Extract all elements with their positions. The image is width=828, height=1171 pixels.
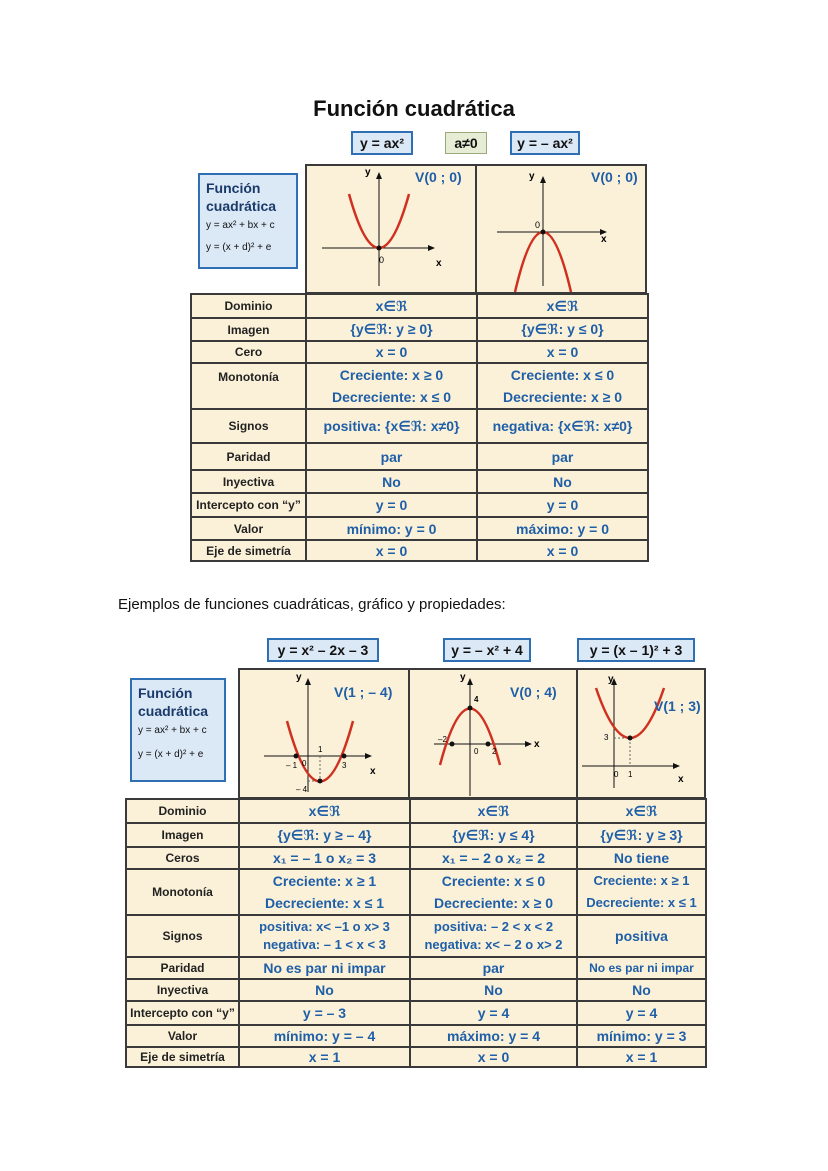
root-point <box>486 742 491 747</box>
label-ceros: Ceros <box>126 847 239 869</box>
value: Decreciente: x ≤ 0 <box>332 389 451 405</box>
vertex-point <box>468 706 473 711</box>
row-inyectiva <box>191 470 648 493</box>
y-label: y <box>460 672 466 683</box>
graph-example-2 <box>408 668 578 799</box>
tick-label: –2 <box>438 735 447 744</box>
x-axis-arrow <box>673 763 680 769</box>
formula-standard: y = ax² + bx + c <box>206 220 275 231</box>
value: x∈ℜ <box>410 799 577 823</box>
graph-y-minus-ax2 <box>475 164 647 294</box>
formula-vertex: y = (x + d)² + e <box>206 242 272 253</box>
value: No <box>477 470 648 493</box>
value-signos <box>410 915 577 957</box>
value: x₁ = – 1 o x₂ = 3 <box>239 847 410 869</box>
label-dominio: Dominio <box>126 799 239 823</box>
label-valor: Valor <box>126 1025 239 1047</box>
value-monotonia <box>410 869 577 915</box>
value: Creciente: x ≥ 1 <box>593 873 690 888</box>
value: Creciente: x ≥ 1 <box>272 873 377 889</box>
value: x∈ℜ <box>239 799 410 823</box>
vertex-point <box>628 736 633 741</box>
tick-label: 3 <box>342 761 347 770</box>
root-point <box>342 754 347 759</box>
x-label: x <box>534 739 540 750</box>
row-intercepto <box>191 493 648 517</box>
tick-label: 0 <box>474 747 479 756</box>
value: {y∈ℜ: y ≥ 0} <box>306 318 477 341</box>
graph-svg-ex3 <box>578 670 708 801</box>
row-signos <box>126 915 706 957</box>
row-signos <box>191 409 648 443</box>
origin-label: 0 <box>379 255 385 265</box>
value: x∈ℜ <box>477 294 648 318</box>
value: Decreciente: x ≥ 0 <box>434 895 553 911</box>
value: máximo: y = 0 <box>477 517 648 540</box>
label-imagen: Imagen <box>126 823 239 847</box>
label-cero: Cero <box>191 341 306 363</box>
label-signos: Signos <box>126 915 239 957</box>
vertex-label: V(1 ; – 4) <box>334 684 393 700</box>
formula-heading: Función cuadrática <box>138 685 209 719</box>
value: negativa: {x∈ℜ: x≠0} <box>477 409 648 443</box>
example-header-3: y = (x – 1)² + 3 <box>577 638 695 662</box>
value: par <box>410 957 577 979</box>
origin-label: 0 <box>535 220 541 230</box>
label-dominio: Dominio <box>191 294 306 318</box>
vertex-label: V(0 ; 4) <box>510 684 557 700</box>
row-intercepto <box>126 1001 706 1025</box>
value: x∈ℜ <box>306 294 477 318</box>
value: mínimo: y = 0 <box>306 517 477 540</box>
row-eje <box>126 1047 706 1067</box>
value: Decreciente: x ≥ 0 <box>503 389 622 405</box>
value: x∈ℜ <box>577 799 706 823</box>
value: x = 0 <box>306 540 477 561</box>
value: máximo: y = 4 <box>410 1025 577 1047</box>
vertex-point <box>318 779 323 784</box>
vertex-label: V(0 ; 0) <box>415 169 462 185</box>
value: No <box>577 979 706 1001</box>
label-signos: Signos <box>191 409 306 443</box>
label-monotonia: Monotonía <box>191 363 306 409</box>
vertex-label: V(1 ; 3) <box>654 698 701 714</box>
value: x₁ = – 2 o x₂ = 2 <box>410 847 577 869</box>
value: {y∈ℜ: y ≤ 0} <box>477 318 648 341</box>
value: x = 0 <box>477 341 648 363</box>
header-a-not-zero: a≠0 <box>445 132 487 154</box>
value: positiva: x< –1 o x> 3 <box>259 919 390 934</box>
value: No tiene <box>577 847 706 869</box>
header-y-ax2: y = ax² <box>351 131 413 155</box>
row-ceros <box>126 847 706 869</box>
tick-label: – 1 <box>286 761 298 770</box>
value: y = 0 <box>477 493 648 517</box>
graph-example-3 <box>576 668 706 799</box>
value-monotonia <box>306 363 477 409</box>
value: positiva <box>577 915 706 957</box>
label-paridad: Paridad <box>191 443 306 470</box>
label-eje: Eje de simetría <box>191 540 306 561</box>
y-label: y <box>608 674 614 685</box>
value-signos <box>239 915 410 957</box>
value: y = 4 <box>410 1001 577 1025</box>
y-label: y <box>296 672 302 683</box>
label-paridad: Paridad <box>126 957 239 979</box>
vertex-point <box>541 230 546 235</box>
value: Creciente: x ≥ 0 <box>339 367 444 383</box>
page-title: Función cuadrática <box>313 96 515 121</box>
value: Decreciente: x ≤ 1 <box>265 895 384 911</box>
graph-svg-1 <box>307 166 479 296</box>
vertex-label: V(0 ; 0) <box>591 169 638 185</box>
value: x = 1 <box>577 1047 706 1067</box>
row-imagen <box>191 318 648 341</box>
y-axis-arrow <box>467 678 473 685</box>
value: par <box>306 443 477 470</box>
graph-example-1 <box>238 668 410 799</box>
tick-label: 1 <box>318 745 323 754</box>
formula-box-examples <box>130 678 226 782</box>
examples-subtitle: Ejemplos de funciones cuadráticas, gráfico y propiedades: <box>118 596 506 613</box>
x-axis-arrow <box>525 741 532 747</box>
value: y = 4 <box>577 1001 706 1025</box>
header-y-minus-ax2: y = – ax² <box>510 131 580 155</box>
properties-table-top <box>190 293 649 562</box>
row-dominio <box>191 294 648 318</box>
value: No es par ni impar <box>577 957 706 979</box>
tick-label: 3 <box>604 733 609 742</box>
value: Creciente: x ≤ 0 <box>441 873 546 889</box>
row-imagen <box>126 823 706 847</box>
value: {y∈ℜ: y ≥ 3} <box>577 823 706 847</box>
value: mínimo: y = 3 <box>577 1025 706 1047</box>
x-label: x <box>436 258 442 269</box>
value-monotonia <box>577 869 706 915</box>
formula-vertex: y = (x + d)² + e <box>138 749 204 760</box>
x-label: x <box>678 774 684 785</box>
label-monotonia: Monotonía <box>126 869 239 915</box>
value: positiva: {x∈ℜ: x≠0} <box>306 409 477 443</box>
value: No <box>306 470 477 493</box>
row-dominio <box>126 799 706 823</box>
value: negativa: – 1 < x < 3 <box>263 937 386 952</box>
formula-heading: Función cuadrática <box>206 180 277 214</box>
value: mínimo: y = – 4 <box>239 1025 410 1047</box>
label-intercepto: Intercepto con “y” <box>191 493 306 517</box>
y-axis-arrow <box>540 176 546 183</box>
value: No <box>410 979 577 1001</box>
properties-table-examples <box>125 798 707 1068</box>
row-valor <box>126 1025 706 1047</box>
label-inyectiva: Inyectiva <box>191 470 306 493</box>
tick-label: 0 <box>302 759 307 768</box>
value: positiva: – 2 < x < 2 <box>433 919 554 934</box>
row-cero <box>191 341 648 363</box>
tick-label: 0 <box>614 770 619 779</box>
value: negativa: x< – 2 o x> 2 <box>424 937 563 952</box>
example-header-1: y = x² – 2x – 3 <box>267 638 379 662</box>
row-valor <box>191 517 648 540</box>
formula-box-top <box>198 173 298 269</box>
label-inyectiva: Inyectiva <box>126 979 239 1001</box>
tick-label: 4 <box>474 695 479 704</box>
y-label: y <box>365 167 371 178</box>
row-inyectiva <box>126 979 706 1001</box>
y-axis-arrow <box>305 678 311 685</box>
value: x = 0 <box>306 341 477 363</box>
tick-label: – 4 <box>296 785 308 794</box>
root-point <box>294 754 299 759</box>
value: {y∈ℜ: y ≤ 4} <box>410 823 577 847</box>
value: No es par ni impar <box>239 957 410 979</box>
x-label: x <box>601 234 607 245</box>
y-label: y <box>529 171 535 182</box>
tick-label: 1 <box>628 770 633 779</box>
formula-standard: y = ax² + bx + c <box>138 725 207 736</box>
row-paridad <box>126 957 706 979</box>
value: No <box>239 979 410 1001</box>
label-imagen: Imagen <box>191 318 306 341</box>
label-intercepto: Intercepto con “y” <box>126 1001 239 1025</box>
value: x = 1 <box>239 1047 410 1067</box>
label-eje: Eje de simetría <box>126 1047 239 1067</box>
root-point <box>450 742 455 747</box>
label-valor: Valor <box>191 517 306 540</box>
row-paridad <box>191 443 648 470</box>
value: par <box>477 443 648 470</box>
x-axis-arrow <box>428 245 435 251</box>
x-axis-arrow <box>365 753 372 759</box>
value: x = 0 <box>477 540 648 561</box>
row-monotonia <box>126 869 706 915</box>
example-header-2: y = – x² + 4 <box>443 638 531 662</box>
value: Decreciente: x ≤ 1 <box>586 895 697 910</box>
value: x = 0 <box>410 1047 577 1067</box>
row-monotonia <box>191 363 648 409</box>
graph-y-ax2 <box>305 164 477 294</box>
value: {y∈ℜ: y ≥ – 4} <box>239 823 410 847</box>
graph-svg-2 <box>477 166 649 296</box>
value-monotonia <box>239 869 410 915</box>
value: y = – 3 <box>239 1001 410 1025</box>
value: y = 0 <box>306 493 477 517</box>
value-monotonia <box>477 363 648 409</box>
y-axis-arrow <box>376 172 382 179</box>
x-label: x <box>370 766 376 777</box>
row-eje <box>191 540 648 561</box>
vertex-point <box>377 246 382 251</box>
value: Creciente: x ≤ 0 <box>510 367 615 383</box>
tick-label: 2 <box>492 747 497 756</box>
